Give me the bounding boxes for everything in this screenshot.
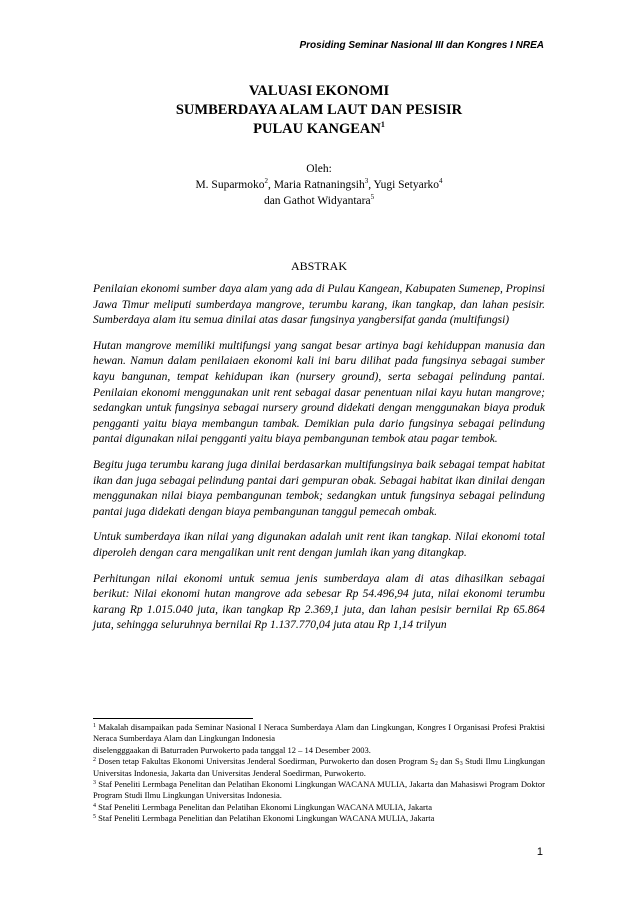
page-number: 1: [536, 846, 543, 858]
author-3: , Yugi Setyarko: [368, 179, 440, 191]
title-line-3-text: PULAU KANGEAN: [253, 121, 381, 137]
author-4: dan Gathot Widyantara: [263, 195, 371, 207]
abstract-paragraph: Hutan mangrove memiliki multifungsi yang sangat besar artinya bagi kehiduppan manusia dan hewan. Namun dalam penilaiaen ekonomi kali ini baru dilihat pada fungsinya sebagai sumber kayu bangunan, tempat kehidupan ikan (nursery ground), serta sebagai pelindung pantai. Penilaian ekonomi menggunakan unit rent sebagai dasar penentuan nilai kayu hutan mangrove; sedangkan untuk fungsinya sebagai nursery ground didekati dengan menggunakan biaya produk pengganti yaitu biaya membangun tambak. Demikian pula dario fungsinya sebagai pelindung pantai digunakan nilai pengganti yaitu biaya pembangunan tembok atau pagar tembok.: [93, 339, 545, 446]
footnotes: [93, 722, 545, 825]
author-1: M. Suparmoko: [195, 179, 265, 191]
running-head: Prosiding Seminar Nasional III dan Kongres I NREA: [299, 40, 544, 51]
footnote-2-sub-1: 2: [434, 761, 438, 768]
footnote-4: [93, 802, 545, 813]
author-2: , Maria Ratnaningsih: [267, 179, 365, 191]
footnote-1-mark: 1: [93, 723, 96, 729]
abstract-paragraph: Perhitungan nilai ekonomi untuk semua jenis sumberdaya alam di atas dihasilkan sebagai berikut: Nilai ekonomi hutan mangrove ada sebesar Rp 54.496,94 juta, nilai ekonomi terumbu karang Rp 1.015.040 juta, ikan tangkap Rp 2.369,1 juta, dan lahan pesisir bernilai Rp 65.864 juta, sehingga seluruhnya bernilai Rp 1.137.770,04 juta atau Rp 1,14 trilyun: [93, 572, 545, 632]
title-line-3: [0, 120, 638, 139]
footnote-3-text: Staf Peneliti Lermbaga Penelitan dan Pelatihan Ekonomi Lingkungan WACANA MULIA, Jakarta dan Mahasiswi Program Doktor Program Studi Ilmu Lingkungan Universitas Indonesia.: [93, 779, 545, 801]
author-byline: [0, 161, 638, 209]
footnote-1: [93, 722, 545, 756]
author-line-2: [0, 193, 638, 209]
author-line-1: [0, 177, 638, 193]
abstract-paragraph: Begitu juga terumbu karang juga dinilai berdasarkan multifungsinya baik sebagai tempat habitat ikan dan juga sebagai pelindung pantai dari gempuran obak. Sebagai habitat ikan dinilai dengan menggunakan nilai biaya pembangunan tembok; sedangkan untuk fungsinya sebagai pelindung pantai juga didekati dengan biaya pembangunan tanggul pemecah ombak.: [93, 458, 545, 518]
title-footnote-mark: 1: [380, 120, 385, 129]
abstract-heading: ABSTRAK: [290, 259, 347, 273]
footnote-4-mark: 4: [93, 802, 96, 809]
footnote-4-text: Staf Peneliti Lermbaga Penelitan dan Pelatihan Ekonomi Lingkungan WACANA MULIA, Jakarta: [96, 801, 432, 812]
footnote-2-text-a: Dosen tetap Fakultas Ekonomi Universitas Jenderal Soedirman, Purwokerto dan dosen Program S: [96, 756, 435, 767]
title-line-1: VALUASI EKONOMI: [248, 83, 390, 99]
footnote-5-mark: 5: [93, 814, 96, 821]
footnote-5-text: Staf Peneliti Lermbaga Penelitian dan Pelatihan Ekonomi Lingkungan WACANA MULIA, Jakarta: [96, 813, 435, 824]
author-1-mark: 2: [264, 177, 268, 185]
footnote-rule: [93, 718, 253, 719]
abstract-body: [93, 282, 545, 644]
author-3-mark: 4: [439, 177, 443, 185]
footnote-2-mark: 2: [93, 757, 96, 764]
byline-oleh: Oleh:: [306, 163, 332, 175]
footnote-3: [93, 779, 545, 802]
author-4-mark: 5: [370, 193, 375, 201]
footnote-2: [93, 756, 545, 779]
footnote-5: [93, 813, 545, 824]
footnote-2-text-b: dan S: [437, 756, 460, 767]
abstract-paragraph: Untuk sumberdaya ikan nilai yang digunakan adalah unit rent ikan tangkap. Nilai ekonomi total diperoleh dengan cara mengalikan unit rent dengan jumlah ikan yang ditangkap.: [93, 531, 545, 559]
footnote-1-text: Makalah disampaikan pada Seminar Nasional I Neraca Sumberdaya Alam dan Lingkungan, Kongres I Organisasi Profesi Praktisi Neraca Sumberdaya Alam dan Lingkungan Indonesia: [93, 722, 545, 744]
footnote-2-sub-2: 3: [459, 761, 463, 768]
paper-title: [0, 82, 638, 139]
title-line-2: SUMBERDAYA ALAM LAUT DAN PESISIR: [175, 102, 463, 118]
footnote-2-text-c: Studi Ilmu Lingkungan Universitas Indonesia, Jakarta dan Universitas Jenderal Soedirman, Purwokerto.: [93, 756, 545, 778]
footnote-1-continuation: diselengggaakan di Baturraden Purwokerto pada tanggal 12 – 14 Desember 2003.: [93, 744, 371, 755]
abstract-paragraph: Penilaian ekonomi sumber daya alam yang ada di Pulau Kangean, Kabupaten Sumenep, Propinsi Jawa Timur meliputi sumberdaya mangrove, terumbu karang, ikan tangkap, dan lahan pesisir. Sumberdaya alam itu semua dinilai atas dasar fungsinya yangbersifat ganda (multifungsi): [93, 283, 545, 327]
author-2-mark: 3: [364, 177, 369, 185]
footnote-3-mark: 3: [93, 780, 96, 787]
